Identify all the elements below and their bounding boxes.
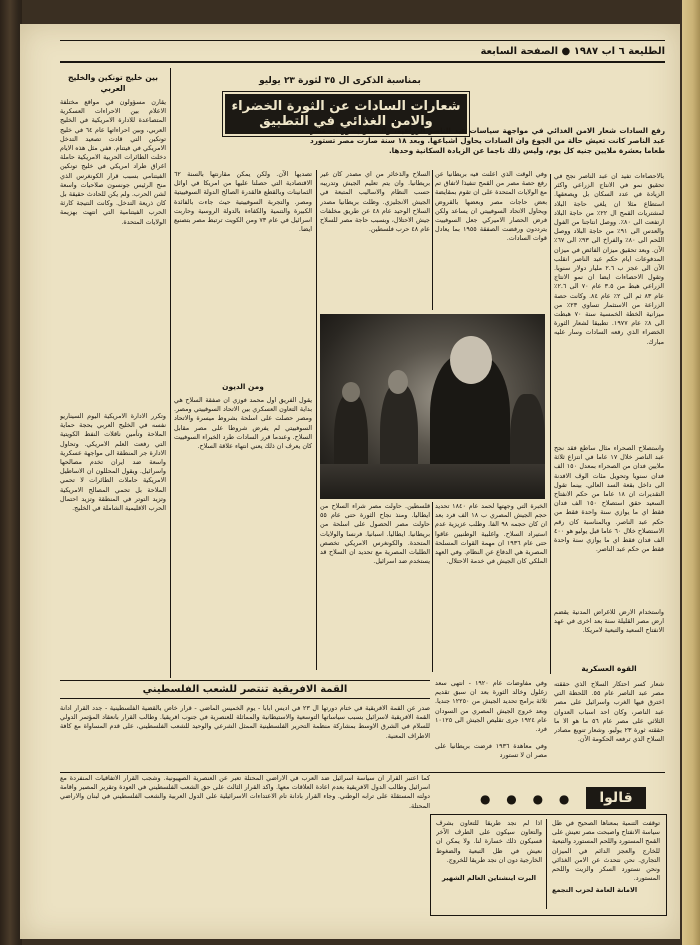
subhead-military-power: القوة العسكرية — [581, 664, 637, 673]
left-column-body-continued: وتكرر الادارة الامريكية اليوم السيناريو نفسه في الخليج العربي بحجة حماية الملاحة وتأمين ناقلات النفط الكويتية التي رفعت العلم الامريكي. وتحاول الادارة جر المنطقة الى مواجهة عسكرية واسعة ضد ايران تخدم مصالحها واسرائيل. ويقول المحللون ان الاساطيل الامريكية حاملات الطائرات لا تحمي الملاحة بل تحمي المصالح الامريكية وتزيد التوتر في المنطقة وتزيد احتمال الحرب الاقليمية الشاملة في الخليج. — [60, 412, 166, 513]
masthead-issue: الطليعة ٦ اب ١٩٨٧ ● الصفحة السابعة — [480, 45, 665, 57]
qalu-box-title: قالوا — [586, 787, 646, 809]
main-article-headline: شعارات السادات عن الثورة الخضراء والامن الغذائي في التطبيق — [225, 94, 467, 134]
column-rule — [316, 170, 317, 670]
qalu-quote-2: اذا لم نجد طريقا للتعاون بشرف والتعاون سيكون على الطرف الآخر فسيكون ذلك خسارة لنا. ولا يمكن ان نعيش في ظل التبعية والضغوط الخارجية دون ان نجد طريقا للخروج. — [436, 819, 542, 864]
main-article-col1-land: واستخدام الارض للاغراض المدنية يقضم ارض مصر القليلة سنة بعد اخرى في عهد الانفتاح السعيد والتبعية لامريكا. — [554, 608, 664, 635]
qalu-source-1: الامانة العامة لحزب التجمع — [552, 886, 638, 894]
masthead — [60, 40, 665, 63]
column-rule — [432, 502, 433, 672]
column-rule — [432, 170, 433, 310]
main-article-army-body: شعار كسر احتكار السلاح الذي حققته مصر عبد الناصر عام ٥٥. اللحظة التي اخترق فيها الغرب واسرائيل على مصر عبد الناصر، وكان احد اسباب العدوان الثلاثي على مصر عام ٥٦ ما هو الا ما حققته ثورة ٢٣ يوليو. وشعار تنويع مصادر السلاح الذي ترفعه الحكومة الآن. — [554, 680, 664, 744]
main-article-col1: بالاحصاءات تفيد ان عبد الناصر نجح في تحقيق نمو في الانتاج الزراعي واكثر الزيادة في عدد السكان بل ويصعقها. استطاع مثلا ان يلغي حاجة البلاد لمشتريات القمح ال ٢٢٪ من حاجة البلاد ارتفعت الى ٨٠٪. ووصل انتاجنا من الفول والعدس الى ٩١٪ من حاجة البلاد ووصل اللحم الى ٨٠٪ والفراخ الى ٩٣٪ الى ٦٧٪ الآن. وبعد تحقيق ميزان الفائض في ميزان المدفوعات ايام حكم عبد الناصر انقلب الآن الى عجز ب ٢.٦ مليار دولار سنويا. وتقول الاحصاءات ايضا ان نمو الانتاج الزراعي هبط من ٣.٥ عام ٧٠ الى ٢.٦٪ عام ٨٣ ثم الى ٢٪ عام ٨٤. وكانت حصة الزراعة من الاستثمار تساوي ٢٣٪ من ميزانية الخطة الخمسية سنة ٧٠ هبطت الى ٨٪ عام ١٩٧٧. تطبيقا لشعار الثورة الخضراء الذي رفعه السادات وسار عليه مبارك. — [554, 172, 664, 346]
section-divider — [60, 680, 430, 681]
main-article-photo-block: قلسطين. حاولت مصر شراء السلاح من ايطاليا. ومنذ نجاح الثورة حتى عام ٥٥ حاولت مصر الحصول على اسلحة من بريطانيا. ايطاليا. اسبانيا. فرنسا والولايات المتحدة. والكونغرس الامريكي تخصص الطلبات المصرية مع تحديد ان السلاح قد يستخدم ضد اسرائيل. — [320, 502, 430, 566]
photo-nasser-soldiers — [320, 314, 545, 499]
qalu-quote-1: توقفت التنمية بمعناها الصحيح في ظل سياسة الانفتاح واصبحت مصر تعيش على القمح المستورد واللحم المستورد والتبعية للخارج والعجز الدائم في الميزان التجاري. نحن نتحدث عن الامن الغذائي ونحن نستورد السكر والزيت واللحم المستورد. — [552, 819, 660, 883]
main-article-col4: تصديها الآن. ولكن يمكن مقارنتها بالسنة ٦٢ الاقتصادية التي حصلنا عليها من امريكا في اوائل الثمانينات وبالقطع فالقدرة الصالح الدولة السوفييتية ومصر. والتجربة السوفييتية حيث جاءت بالفائدة الكبيرة والتنمية والكفاءة بالدولة الروسية وحاربت اسرائيل في عام ٧٣ ومن الكويت ترتبط مصر بتصنيع ايضا. — [174, 170, 312, 234]
africa-article-body: صدر عن القمة الافريقية في ختام دورتها ال ٢٣ في اديس ابابا - يوم الخميس الماضي - قرار خاص بالقضية الفلسطينية - جدد القرار ادانة القمة الافريقية لاسرائيل بسبب سياساتها التوسعية والاستيطانية والمماثلة للعنصرية في جنوب افريقيا. وطالب القرار بانعقاد المؤتمر الدولي للسلام في الشرق الاوسط بمشاركة منظمة التحرير الفلسطينية الممثل الشرعي والوحيد للشعب الفلسطيني، على قدم المساواة مع كافة الاطراف المعنية. — [60, 704, 430, 740]
section-divider — [60, 772, 665, 773]
decorative-dots: ● ● ● ● — [480, 792, 576, 806]
main-article-deck: رفع السادات شعار الامن الغذائي في مواجهة سياسات عبد الناصر الزراعية، والشعار يصور ان مصر عبد الناصر كانت تعيش حالة من الجوع وان السادات يحاول اشباعها. وبعد ١٨ سنة صارت مصر تستورد طعاما بعشرة ملايين جنيه كل يوم، وليس ذلك ناجما عن الزيادة السكانية وحدها. — [310, 126, 665, 155]
main-article-negotiations: وفي مفاوضات عام ١٩٢٠ - انتهى سعد زغلول وخالد الثورة بعد ان سبق تقديم ثلاثة برامج تحديد الجيش من ١٢٢٥٠ جنديا. وبعد خروج الجيش المصري من السودان عام ١٩٢٤ جرى تقليص الجيش الى ١٠١٢٥ فرد. — [435, 679, 547, 734]
column-rule — [546, 819, 547, 909]
left-column-body: يقارن مسؤولون في مواقع مختلفة الاعلام بين الاحراءات العسكرية المتصاعدة للادارة الامريكية في الخليج العربي، وبين احراءاتها عام ٦٤ في خليج تونكين التي قادت تصعيد التدخل الامريكي في فيتنام. ففي مثل هذه الايام دخلت الطائرات الحربية الامريكية حاملة اغراق طراد امريكي في خليج تونكين الفيتنامي بسبب قرار الكونغرس الذي منح الرئيس جونسون صلاحيات واسعة لشن الحرب. ولم يكن للحادث حقيقة بل كان ذريعة التدخل. وكانت النتيجة كارثة الحرب الفيتنامية التي انتهت بهزيمة الولايات المتحدة. — [60, 98, 166, 226]
main-article-col2: وفي الوقت الذي اعلنت فيه بريطانيا عن رفع حصة مصر من القمح تنفيذا لاتفاق تم مع الولايات المتحدة على ان تقوم بمقايضة بعض حاجات مصر وبعضها بالقروض ويحاول الاتحاد السوفييتي ان يساعد ولكن فرض الحصار الاميركي جعل السوفييت يترددون ورفضت الصفقة ١٩٥٥ بما يعادل قوات السادات. — [435, 170, 547, 243]
column-rule — [170, 68, 171, 678]
subhead-debts: ومن الديون — [222, 382, 264, 391]
left-column-headline: بين خليج تونكين والخليج العربي — [68, 73, 158, 93]
column-rule — [550, 174, 551, 674]
main-article-col3: السلاح والذخائر من اي مصدر كان غير بريطانيا. وان يتم تعليم الجيش وتدريبه حسب النظام والاساليب المتبعة في الجيش الانجليزي. وظلت بريطانيا مصدر السلاح الوحيد عام ٤٨ عن طريق مخلفات جيش الاحتلال، وبسبب حاجة مصر للسلاح عام ٤٨ حرب فلسطين. — [320, 170, 430, 234]
binding-edge — [682, 0, 700, 945]
main-article-col1-stats: واستصلاح الصحراء مثال ساطع فقد نجح عبد الناصر خلال ١٧ عاما في انتزاع ثلاثة ملايين فدان من الصحراء بمعدل ١٥٠ الف فدان سنويا وتحويل مئات الوف الافدنة الى داخل بقعة السد العالي. بينما تقول التقديرات ان ١٨ عاما من حكم الانفتاح السعيد حقق استصلاح ١٥٠ الف فدان فقط اي ما يوازي سنة واحدة فقط من حكم عبد الناصر. وبالمناسبة كان رقم الاستصلاح خلال ٦٠ عاما قبل يوليو هو ٤٠٠ الف فدان فقط اي ما يوازي سنة واحدة فقط من حكم عبد الناصر. — [554, 444, 664, 554]
main-article-kicker: بمناسبة الذكرى ال ٣٥ لثورة ٢٣ يوليو — [259, 76, 421, 86]
main-article-lower-col: الخبرة التي وجهتها لحمد عام ١٨٤٠ تحديد حجم الجيش المصري ب ١٨ الف فرد بعد ان كان حجمه ٩٨ الفا. وطلب عزيزية عدم استيراد السلاح. واغلبية الوطنيين عاقوا حتى عام ١٩٣٦ ان مهمة القوات المسلحة المصرية هي الدفاع عن النظام. وفي العهد الملكي كان الجيش في خدمة الاحتلال. — [435, 502, 547, 566]
qalu-source-2: البرت اينشتاين العالم الشهير — [442, 874, 536, 882]
main-article-treaty: وفي معاهدة ١٩٣٦ فرضت بريطانيا على مصر ان لا تستورد — [435, 742, 547, 760]
africa-article-headline: القمة الافريقية تنتصر للشعب الفلسطيني — [60, 684, 430, 699]
newspaper-page — [20, 24, 680, 939]
africa-article-body-continued: كما اعتبر القرار ان سياسة اسرائيل ضد العرب في الاراضي المحتلة تعبر عن العنصرية الصهيونية. وشجب القرار الاتفاقيات المنفردة مع اسرائيل وطالب الدول الافريقية بعدم اعادة العلاقات معها. واكد القرار الثالث على حق الشعب الفلسطيني في العودة وتقرير المصير واقامة دولته المستقلة على ترابه الوطني. وجاء القرار بادانة تام الاعتداءات الاسرائيلية على الدول العربية والشعب الفلسطيني في لبنان والاراضي المحتلة. — [60, 774, 430, 810]
main-article-col4b: يقول الفريق اول محمد فوزي ان صفقة السلاح هي بداية التعاون العسكري بين الاتحاد السوفييتي ومصر. ومصر حصلت على اسلحة بشروط ميسرة والاتحاد السوفييتي لم يفرض شروطا على مصر مقابل السلاح. وعندما قرر السادات طرد الخبراء السوفييت كان يعرف ان ذلك يعني انتهاء علاقة السلاح. — [174, 396, 312, 451]
